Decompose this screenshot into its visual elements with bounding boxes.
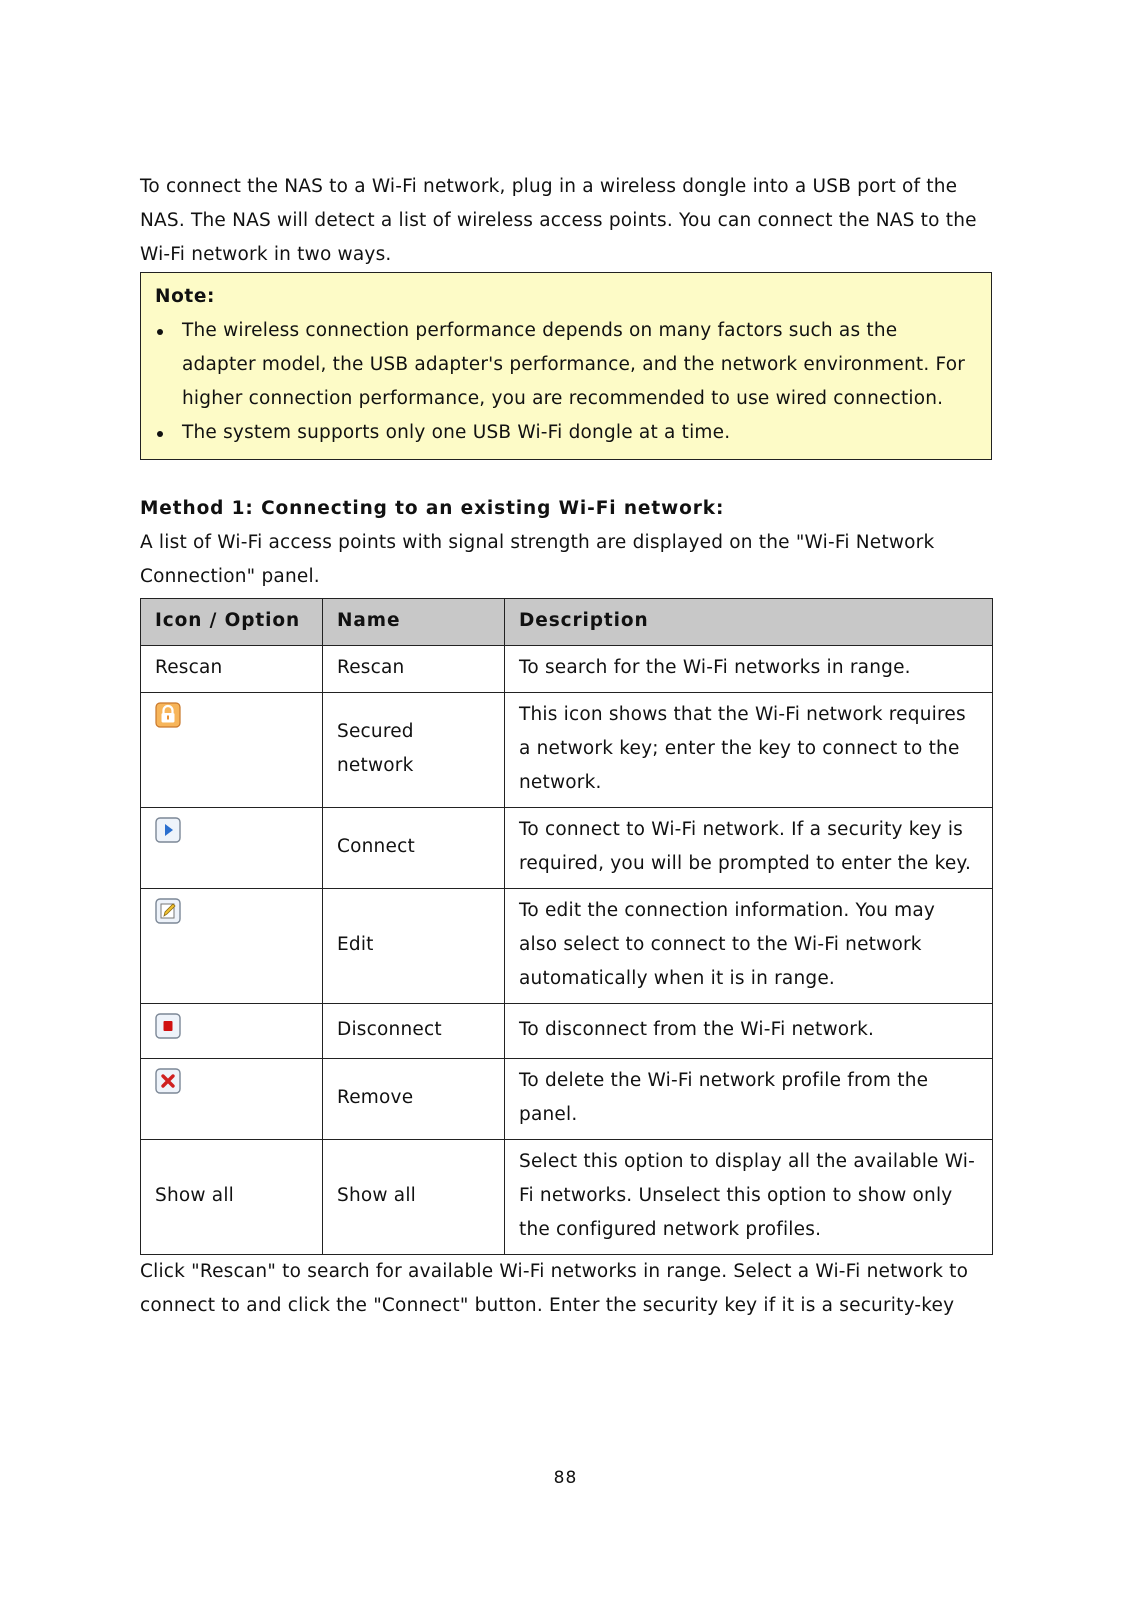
option-cell: [141, 889, 323, 1004]
option-cell: [141, 1004, 323, 1059]
table-row: [141, 1004, 993, 1059]
bullet-icon: [157, 431, 163, 437]
description-cell: To search for the Wi-Fi networks in range.: [505, 646, 993, 693]
name-cell: Secured network: [323, 693, 505, 808]
column-header-icon-option: Icon / Option: [141, 599, 323, 646]
table-header-row: [141, 599, 993, 646]
option-cell: [141, 1059, 323, 1140]
edit-icon: [155, 898, 181, 924]
method-heading: Method 1: Connecting to an existing Wi-Fi network:: [140, 498, 725, 519]
stop-icon: [155, 1013, 181, 1039]
column-header-name: Name: [323, 599, 505, 646]
table-row: [141, 889, 993, 1004]
play-icon: [155, 817, 181, 843]
description-cell: This icon shows that the Wi-Fi network requires a network key; enter the key to connect to the network.: [505, 693, 993, 808]
note-title: Note:: [155, 286, 215, 307]
name-cell: Edit: [323, 889, 505, 1004]
page-number: 88: [553, 1468, 578, 1488]
table-row: [141, 1140, 993, 1255]
name-cell: Rescan: [323, 646, 505, 693]
name-cell: Remove: [323, 1059, 505, 1140]
page-content: [140, 170, 992, 1323]
name-cell: Disconnect: [323, 1004, 505, 1059]
delete-icon: [155, 1068, 181, 1094]
table-row: [141, 808, 993, 889]
column-header-description: Description: [505, 599, 993, 646]
lock-icon: [155, 702, 181, 728]
description-cell: To edit the connection information. You may also select to connect to the Wi-Fi network automatically when it is in range.: [505, 889, 993, 1004]
option-cell: [141, 693, 323, 808]
note-list: [155, 314, 977, 450]
bullet-icon: [157, 329, 163, 335]
name-cell: Connect: [323, 808, 505, 889]
option-cell: [141, 808, 323, 889]
description-cell: To connect to Wi-Fi network. If a security key is required, you will be prompted to enter the key.: [505, 808, 993, 889]
closing-paragraph: Click "Rescan" to search for available Wi-Fi networks in range. Select a Wi-Fi network to connect to and click the "Connect" button. Enter the security key if it is a security-key: [140, 1261, 969, 1316]
table-row: [141, 1059, 993, 1140]
table-row: [141, 646, 993, 693]
description-cell: To disconnect from the Wi-Fi network.: [505, 1004, 993, 1059]
description-cell: To delete the Wi-Fi network profile from the panel.: [505, 1059, 993, 1140]
description-cell: Select this option to display all the available Wi-Fi networks. Unselect this option to show only the configured network profiles.: [505, 1140, 993, 1255]
option-cell: Rescan: [141, 646, 323, 693]
intro-paragraph: To connect the NAS to a Wi-Fi network, plug in a wireless dongle into a USB port of the NAS. The NAS will detect a list of wireless access points. You can connect the NAS to the Wi-Fi network in two ways.: [140, 176, 977, 265]
method-description: A list of Wi-Fi access points with signal strength are displayed on the "Wi-Fi Network Connection" panel.: [140, 532, 935, 587]
option-cell: Show all: [141, 1140, 323, 1255]
table-row: [141, 693, 993, 808]
note-item: The system supports only one USB Wi-Fi dongle at a time.: [155, 416, 977, 450]
note-item: The wireless connection performance depends on many factors such as the adapter model, the USB adapter's performance, and the network environment. For higher connection performance, you are recommended to use wired connection.: [155, 314, 977, 416]
name-cell: Show all: [323, 1140, 505, 1255]
note-box: [140, 272, 992, 460]
options-table: [140, 598, 993, 1255]
